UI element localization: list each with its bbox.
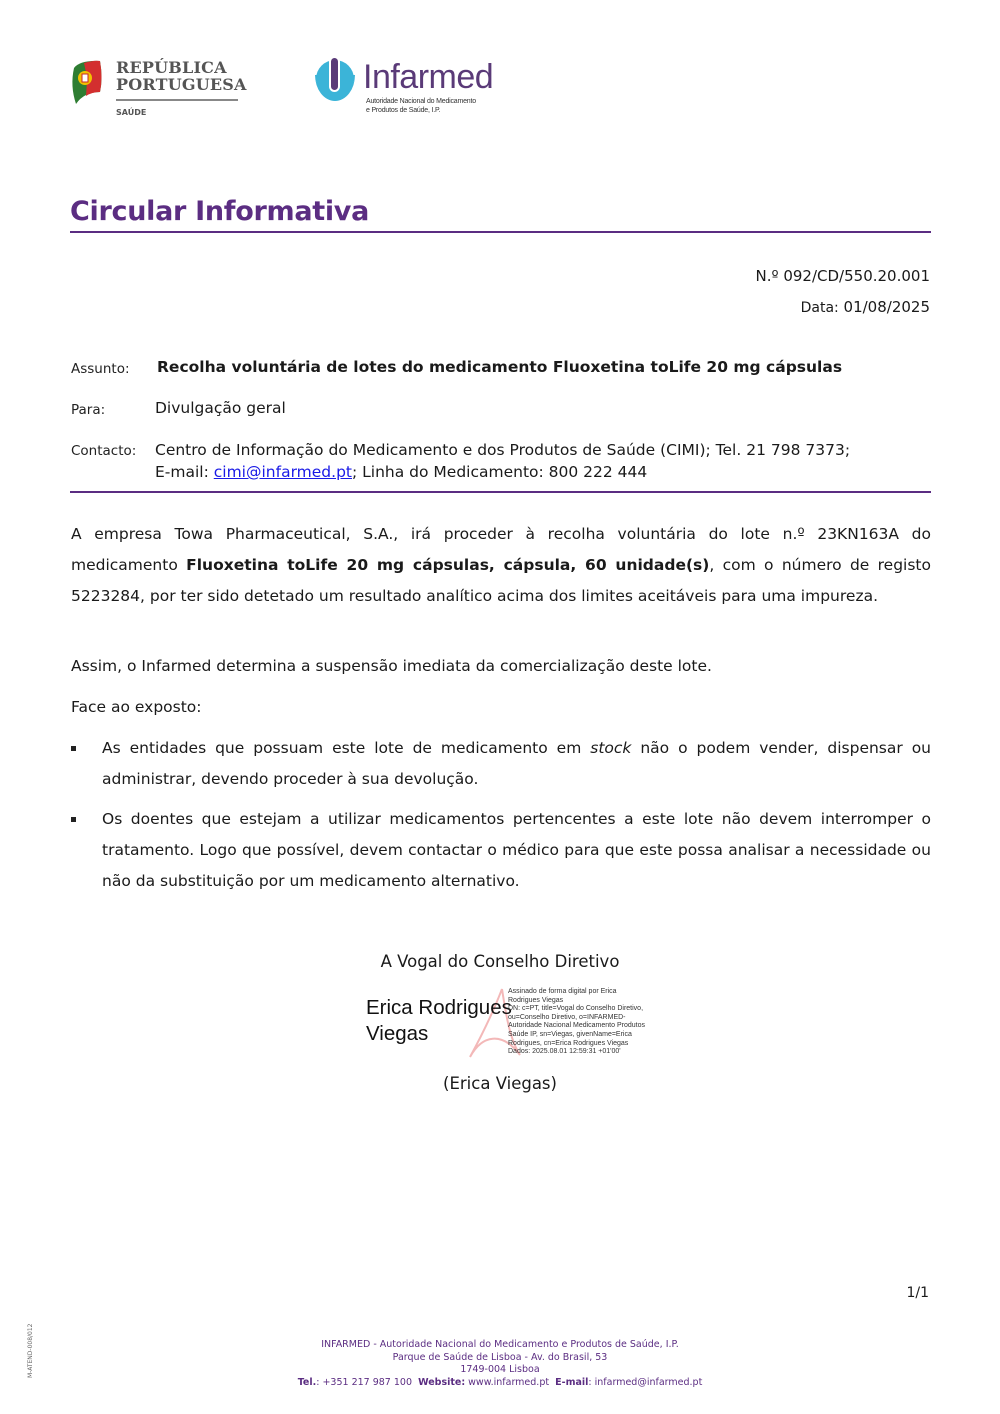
paragraph-suspension: Assim, o Infarmed determina a suspensão imediata da comercialização deste lote. [71,657,712,675]
sig-detail-line: Rodrigues, cn=Erica Rodrigues Viegas [508,1039,629,1047]
email-prefix: E-mail: [155,463,214,481]
subject-label: Assunto: [71,361,130,377]
sig-detail-line: Rodrigues Viegas [508,996,564,1004]
page-number: 1/1 [906,1285,929,1301]
recipient-value: Divulgação geral [155,399,286,417]
rp-line2: PORTUGUESA [116,75,247,94]
portugal-flag-icon [70,58,106,106]
rp-line1: REPÚBLICA [116,58,227,77]
bullet1-text-end: não o podem vender, dispensar ou administrar, devendo proceder à sua devolução. [102,739,932,788]
p1-text-end: , com o número de registo 5223284, por ter sido detetado um resultado analítico acima dos limites aceitáveis para uma impureza. [71,556,931,605]
signer-printed-name: (Erica Viegas) [443,1074,557,1093]
subject-value: Recolha voluntária de lotes do medicamento Fluoxetina toLife 20 mg cápsulas [157,358,843,376]
sig-detail-line: Dados: 2025.08.01 12:59:31 +01'00' [508,1048,621,1056]
sig-detail-line: Autoridade Nacional Medicamento Produtos [508,1022,645,1030]
contact-email-link[interactable]: cimi@infarmed.pt [213,463,352,481]
meta-divider [70,491,931,493]
product-name: Fluoxetina toLife 20 mg cápsulas, cápsula, 60 unidade(s) [186,556,710,574]
rp-divider [116,99,238,101]
sig-detail-line: Saúde IP, sn=Viegas, givenName=Erica [508,1030,632,1038]
document-reference: N.º 092/CD/550.20.001 [755,267,930,285]
contact-line2 [155,461,935,483]
contact-value [155,439,935,483]
bullet1-italic: stock [590,739,632,757]
title-divider [70,231,931,233]
footer-tel-label: Tel. [297,1376,317,1388]
footer-website[interactable]: www.infarmed.pt [465,1376,550,1388]
footer-address: Parque de Saúde de Lisboa - Av. do Brasil, 53 [392,1351,608,1363]
bullet-icon [71,746,76,751]
footer-email-label: E-mail [555,1376,589,1388]
digital-signature-details [508,988,658,1057]
republica-portuguesa-logo [70,58,247,122]
sig-detail-line: Assinado de forma digital por Erica [508,988,617,995]
list-item [71,804,931,897]
bullet-icon [71,817,76,822]
infarmed-subtitle-2: e Produtos de Saúde, I.P. [366,107,441,114]
p1-text: A empresa Towa Pharmaceutical, S.A., irá proceder à recolha voluntária do lote n.º 23KN163A do medicamento [71,525,931,574]
footer-postal: 1749-004 Lisboa [460,1364,540,1375]
infarmed-wordmark: Infarmed [363,58,494,96]
sig-detail-line: DN: c=PT, title=Vogal do Conselho Diretivo, [508,1005,644,1013]
signature-role: A Vogal do Conselho Diretivo [380,952,620,971]
sig-detail-line: ou=Conselho Diretivo, o=INFARMED- [508,1013,626,1021]
footer-contacts [0,1377,1000,1390]
signer-name-line1: Erica Rodrigues [366,996,512,1019]
recipient-label: Para: [71,402,106,418]
signer-name-line2: Viegas [366,1022,429,1045]
document-date [801,298,930,316]
contact-line1: Centro de Informação do Medicamento e dos Produtos de Saúde (CIMI); Tel. 21 798 7373; [155,441,851,459]
document-title: Circular Informativa [70,196,370,227]
footer-tel: : +351 217 987 100 [316,1376,413,1388]
paragraph-recall-notice [71,519,931,612]
contact-label: Contacto: [71,443,137,459]
infarmed-mark-icon [313,57,357,105]
bullet1-text: As entidades que possuam este lote de medicamento em [102,739,591,757]
date-value: 01/08/2025 [843,298,930,316]
signer-name [366,995,512,1047]
footer-website-label: Website: [418,1376,466,1388]
footer-org: INFARMED - Autoridade Nacional do Medicamento e Produtos de Saúde, I.P. [321,1339,679,1350]
bullet2-text: Os doentes que estejam a utilizar medicamentos pertencentes a este lote não devem interromper o tratamento. Logo que possível, devem contactar o médico para que este possa analisar a necessidade ou não da substituição por um medicamento alternativo. [102,810,931,890]
date-label: Data: [800,300,839,316]
footer [0,1339,1000,1389]
footer-email[interactable]: : infarmed@infarmed.pt [588,1376,703,1388]
paragraph-intro-list: Face ao exposto: [71,698,202,716]
infarmed-logo [313,57,493,123]
list-item [71,733,931,795]
infarmed-subtitle-1: Autoridade Nacional do Medicamento [366,98,476,105]
form-code-text: M-ATEND-008/012 [27,1323,34,1378]
medicine-line: ; Linha do Medicamento: 800 222 444 [352,463,648,481]
rp-subtitle: SAÚDE [116,108,147,117]
